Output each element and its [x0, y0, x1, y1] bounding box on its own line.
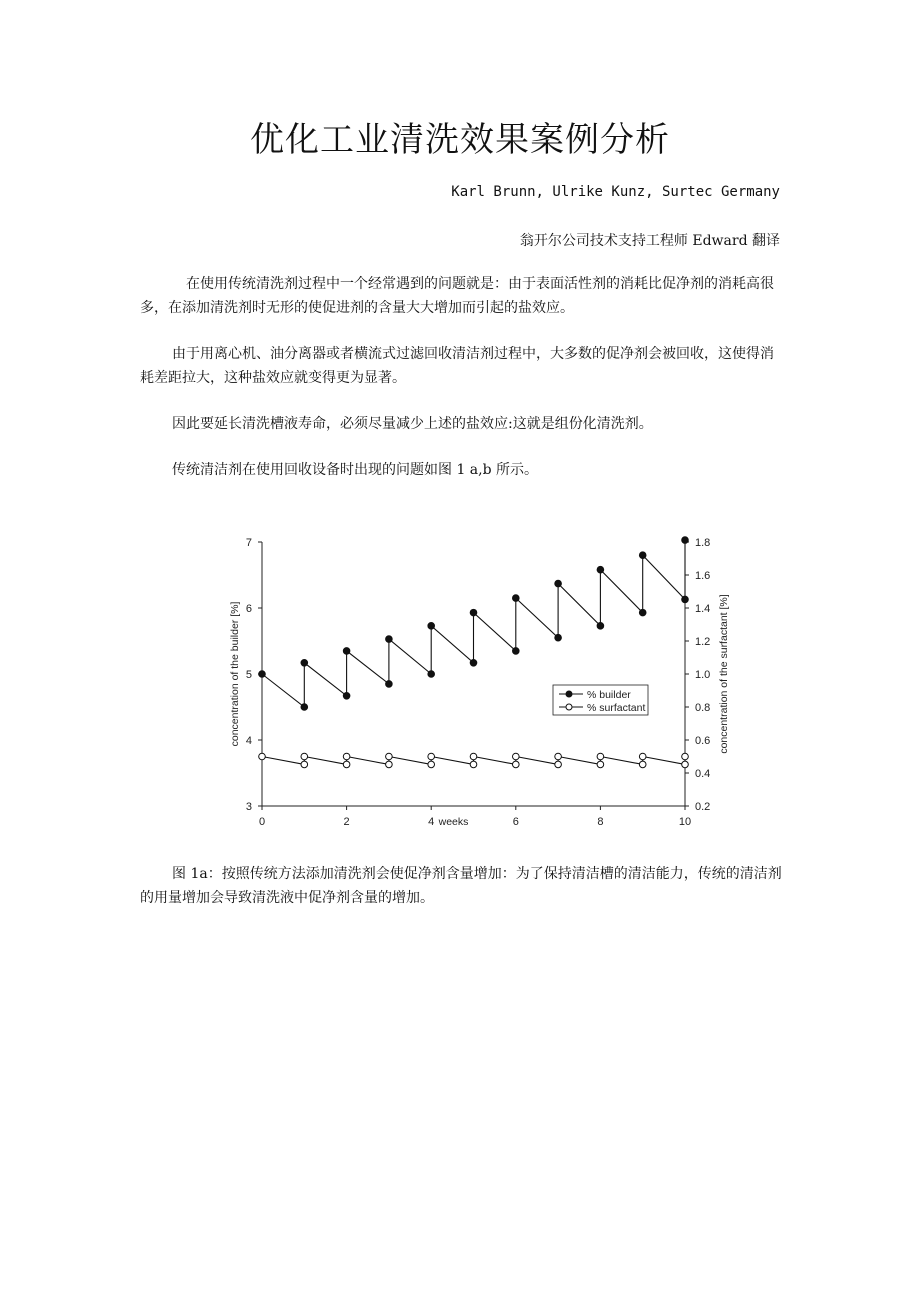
- surfactant-point: [386, 753, 393, 760]
- builder-point: [428, 623, 435, 630]
- legend-marker: [566, 691, 572, 697]
- surfactant-point: [597, 753, 604, 760]
- surfactant-point: [682, 761, 689, 768]
- concentration-chart: [210, 522, 740, 842]
- builder-point: [555, 580, 562, 587]
- y2-tick-label: 1.8: [695, 537, 711, 549]
- x-tick-label: 8: [597, 816, 604, 828]
- surfactant-point: [343, 761, 350, 768]
- y2-tick-label: 1.0: [695, 669, 711, 681]
- paragraph-2: 由于用离心机、油分离器或者横流式过滤回收清洁剂过程中，大多数的促净剂会被回收，这使得消耗差距拉大，这种盐效应就变得更为显著。: [140, 346, 774, 386]
- x-tick-label: 4: [428, 816, 435, 828]
- builder-point: [386, 681, 393, 688]
- x-tick-label: 10: [678, 816, 692, 828]
- builder-point: [555, 634, 562, 641]
- surfactant-point: [597, 761, 604, 768]
- figure-1a: [210, 522, 740, 842]
- builder-point: [470, 659, 477, 666]
- surfactant-point: [555, 761, 562, 768]
- builder-point: [386, 636, 393, 643]
- builder-point: [639, 552, 646, 559]
- builder-point: [513, 648, 520, 655]
- x-axis-label: weeks: [438, 816, 469, 828]
- author-byline: Karl Brunn, Ulrike Kunz, Surtec Germany: [451, 184, 780, 200]
- surfactant-point: [470, 761, 477, 768]
- x-tick-label: 2: [343, 816, 350, 828]
- builder-point: [343, 648, 350, 655]
- builder-point: [428, 671, 435, 678]
- y-tick-label: 7: [245, 537, 252, 549]
- surfactant-point: [386, 761, 393, 768]
- y2-axis-label: concentration of the surfactant [%]: [718, 594, 730, 754]
- surfactant-point: [259, 753, 266, 760]
- legend-marker: [566, 704, 572, 710]
- builder-point: [597, 566, 604, 573]
- surfactant-point: [428, 753, 435, 760]
- y2-tick-label: 1.2: [695, 636, 711, 648]
- builder-point: [470, 609, 477, 616]
- paragraph-4: 传统清洁剂在使用回收设备时出现的问题如图 1 a,b 所示。: [172, 462, 539, 478]
- builder-point: [513, 595, 520, 602]
- series-line-builder: [262, 540, 685, 707]
- surfactant-point: [343, 753, 350, 760]
- paragraph-3: 因此要延长清洗槽液寿命，必须尽量减少上述的盐效应:这就是组份化清洗剂。: [172, 416, 653, 432]
- builder-point: [597, 623, 604, 630]
- surfactant-point: [682, 753, 689, 760]
- builder-point: [301, 659, 308, 666]
- builder-point: [343, 692, 350, 699]
- y2-tick-label: 1.6: [695, 570, 711, 582]
- builder-point: [639, 609, 646, 616]
- surfactant-point: [301, 753, 308, 760]
- surfactant-point: [555, 753, 562, 760]
- builder-point: [682, 596, 689, 603]
- legend-label: % surfactant: [587, 702, 646, 714]
- y2-tick-label: 0.2: [695, 801, 711, 813]
- y2-tick-label: 0.8: [695, 702, 711, 714]
- builder-point: [682, 537, 689, 544]
- x-tick-label: 0: [258, 816, 266, 828]
- surfactant-point: [639, 761, 646, 768]
- y-axis-label: concentration of the builder [%]: [229, 601, 241, 747]
- y2-tick-label: 0.4: [695, 768, 711, 780]
- surfactant-point: [639, 753, 646, 760]
- y-tick-label: 5: [245, 669, 252, 681]
- y2-tick-label: 0.6: [695, 735, 711, 747]
- builder-point: [259, 671, 266, 678]
- translator-line: 翁开尔公司技术支持工程师 Edward 翻译: [519, 233, 780, 249]
- surfactant-point: [428, 761, 435, 768]
- legend-label: % builder: [587, 689, 631, 701]
- builder-point: [301, 704, 308, 711]
- surfactant-point: [513, 761, 520, 768]
- x-tick-label: 6: [512, 816, 519, 828]
- y2-tick-label: 1.4: [695, 603, 711, 615]
- y-tick-label: 3: [245, 801, 252, 813]
- surfactant-point: [470, 753, 477, 760]
- paragraph-1: 在使用传统清洗剂过程中一个经常遇到的问题就是：由于表面活性剂的消耗比促净剂的消耗高很多，在添加清洗剂时无形的使促进剂的含量大大增加而引起的盐效应。: [140, 276, 774, 316]
- figure-caption: 图 1a：按照传统方法添加清洗剂会使促净剂含量增加：为了保持清洁槽的清洁能力，传统的清洁剂的用量增加会导致清洗液中促净剂含量的增加。: [140, 866, 782, 906]
- page-title: 优化工业清洗效果案例分析: [250, 120, 670, 160]
- surfactant-point: [301, 761, 308, 768]
- surfactant-point: [513, 753, 520, 760]
- y-tick-label: 4: [245, 735, 252, 747]
- y-tick-label: 6: [245, 603, 252, 615]
